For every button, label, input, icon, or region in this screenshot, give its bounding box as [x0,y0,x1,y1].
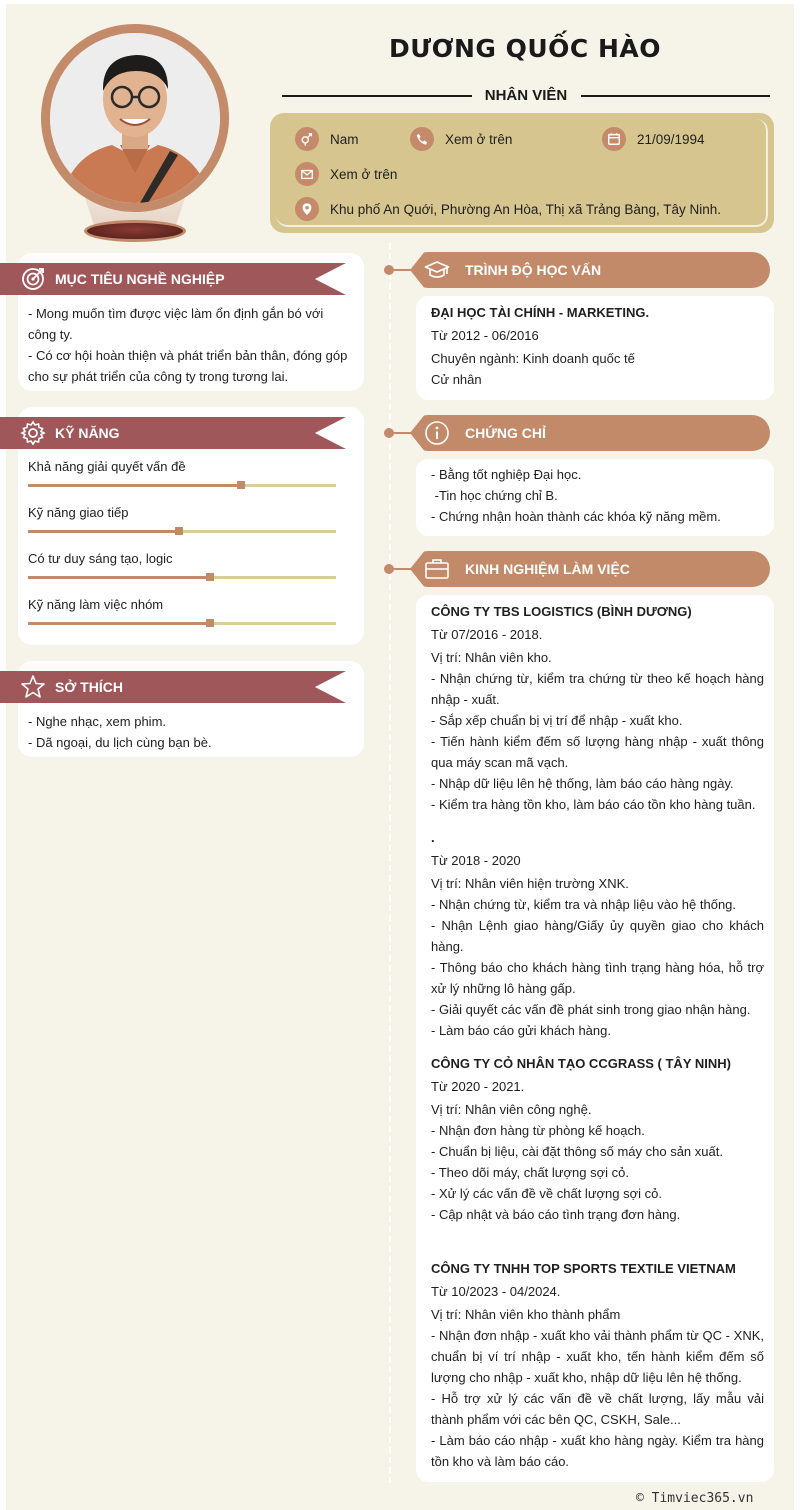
company-name: CÔNG TY TNHH TOP SPORTS TEXTILE VIETNAM [431,1261,736,1276]
company-name: CÔNG TY CỎ NHÂN TẠO CCGRASS ( TÂY NINH) [431,1056,731,1071]
skill-name: Kỹ năng làm việc nhóm [28,597,164,612]
experience-title: KINH NGHIỆM LÀM VIỆC [465,561,630,577]
avatar [50,33,220,203]
skill-level-fill [28,576,210,579]
job-title: NHÂN VIÊN [484,87,568,104]
title-divider-right [581,95,770,97]
skill-level-marker [206,573,214,581]
certificates-header [384,415,770,451]
skill-level-bar [28,622,336,625]
company-name: . [431,830,435,845]
education-text: ĐẠI HỌC TÀI CHÍNH - MARKETING. Từ 2012 - 06/2016 Chuyên ngành: Kinh doanh quốc tế Cử nhân [431,302,764,390]
skill-level-bar [28,576,336,579]
certificates-title: CHỨNG CHỈ [465,425,546,441]
school-name: ĐẠI HỌC TÀI CHÍNH - MARKETING. [431,305,650,320]
calendar-icon [602,127,626,151]
hobbies-title: SỞ THÍCH [55,679,123,695]
job-entry: CÔNG TY CỎ NHÂN TẠO CCGRASS ( TÂY NINH) Từ 2020 - 2021. Vị trí: Nhân viên công nghệ. - Nhận đơn hàng từ phòng kế hoạch. - Chuẩn bị liệu, cài đặt thông số máy cho sản xuất. - Theo dõi máy, chất lượng sợi cỏ. - Xử lý các vấn đề về chất lượng sợi cỏ. - Cập nhật và báo cáo tình trạng đơn hàng. [431,1053,764,1225]
avatar-frame [41,24,229,244]
hobbies-header [0,671,346,703]
certificates-text: - Bằng tốt nghiệp Đại học. -Tin học chứng chỉ B. - Chứng nhận hoàn thành các khóa kỹ năng mềm. [431,467,721,524]
experience-header [384,551,770,587]
skills-header [0,417,346,449]
gear-icon [20,420,46,446]
phone-icon [410,127,434,151]
location-icon [295,197,319,221]
skill-level-marker [175,527,183,535]
skills-title: KỸ NĂNG [55,425,120,441]
candidate-name: DƯƠNG QUỐC HÀO [388,34,661,63]
education-title: TRÌNH ĐỘ HỌC VẤN [465,262,602,278]
company-name: CÔNG TY TBS LOGISTICS (BÌNH DƯƠNG) [431,604,692,619]
skill-name: Khả năng giải quyết vấn đề [28,459,186,474]
skill-level-fill [28,530,179,533]
target-icon [20,266,46,292]
contact-birthday: 21/09/1994 [602,127,705,151]
mail-icon [295,162,319,186]
skill-level-marker [206,619,214,627]
objective-header [0,263,346,295]
education-header [384,252,770,288]
contact-gender: Nam [295,127,359,151]
gender-icon [295,127,319,151]
contact-phone: Xem ở trên [410,127,512,151]
skill-level-fill [28,622,210,625]
star-icon [20,674,46,700]
hobbies-text: - Nghe nhạc, xem phim. - Dã ngoại, du lịch cùng bạn bè. [28,714,212,750]
skill-level-bar [28,484,336,487]
objective-text: - Mong muốn tìm được việc làm ổn định gắn bó với công ty. - Có cơ hội hoàn thiện và phát triển bản thân, đóng góp cho sự phát triển của công ty trong tương lai. [28,306,348,384]
avatar-pedestal [84,220,186,242]
skill-name: Có tư duy sáng tạo, logic [28,551,173,566]
title-divider-left [282,95,472,97]
contact-email: Xem ở trên [295,162,397,186]
skill-level-fill [28,484,241,487]
briefcase-icon [424,556,450,582]
skill-level-bar [28,530,336,533]
contact-address: Khu phố An Quới, Phường An Hòa, Thị xã Trảng Bàng, Tây Ninh. [295,197,721,221]
skill-name: Kỹ năng giao tiếp [28,505,129,520]
objective-title: MỤC TIÊU NGHỀ NGHIỆP [55,271,225,287]
skill-level-marker [237,481,245,489]
graduation-cap-icon [424,257,450,283]
footer-watermark: © Timviec365.vn [636,1491,754,1506]
job-entry: CÔNG TY TBS LOGISTICS (BÌNH DƯƠNG) Từ 07/2016 - 2018. Vị trí: Nhân viên kho. - Nhận chứng từ, kiểm tra chứng từ theo kế hoạch hàng nhập - xuất. - Sắp xếp chuẩn bị vị trí để nhập - xuất kho. - Tiến hành kiểm đếm số lượng hàng nhập - xuất thông qua máy scan mã vạch. - Nhập dữ liệu lên hệ thống, làm báo cáo hàng ngày. - Kiểm tra hàng tồn kho, làm báo cáo tồn kho hàng tuần. [431,601,764,815]
job-entry: . Từ 2018 - 2020 Vị trí: Nhân viên hiện trường XNK. - Nhận chứng từ, kiểm tra và nhập liệu vào hệ thống. - Nhận Lệnh giao hàng/Giấy ủy quyền giao cho khách hàng. - Thông báo cho khách hàng tình trạng hàng hóa, hỗ trợ xử lý những lô hàng gấp. - Giải quyết các vấn đề phát sinh trong giao nhận hàng. - Làm báo cáo gửi khách hàng. [431,827,764,1041]
info-icon [424,420,450,446]
job-entry: CÔNG TY TNHH TOP SPORTS TEXTILE VIETNAM Từ 10/2023 - 04/2024. Vị trí: Nhân viên kho thành phẩm - Nhận đơn nhập - xuất kho vải thành phẩm từ QC - XNK, chuẩn bị ví trí nhập - xuất kho, tến hành kiểm đếm số lượng cho nhập - xuất kho, nhập dữ liệu lên hệ thống. - Hỗ trợ xử lý các vấn đề về chất lượng, lấy mẫu vải thành phẩm với các bên QC, CSKH, Sale... - Làm báo cáo nhập - xuất kho hàng ngày. Kiểm tra hàng tồn kho và làm báo cáo. [431,1258,764,1472]
